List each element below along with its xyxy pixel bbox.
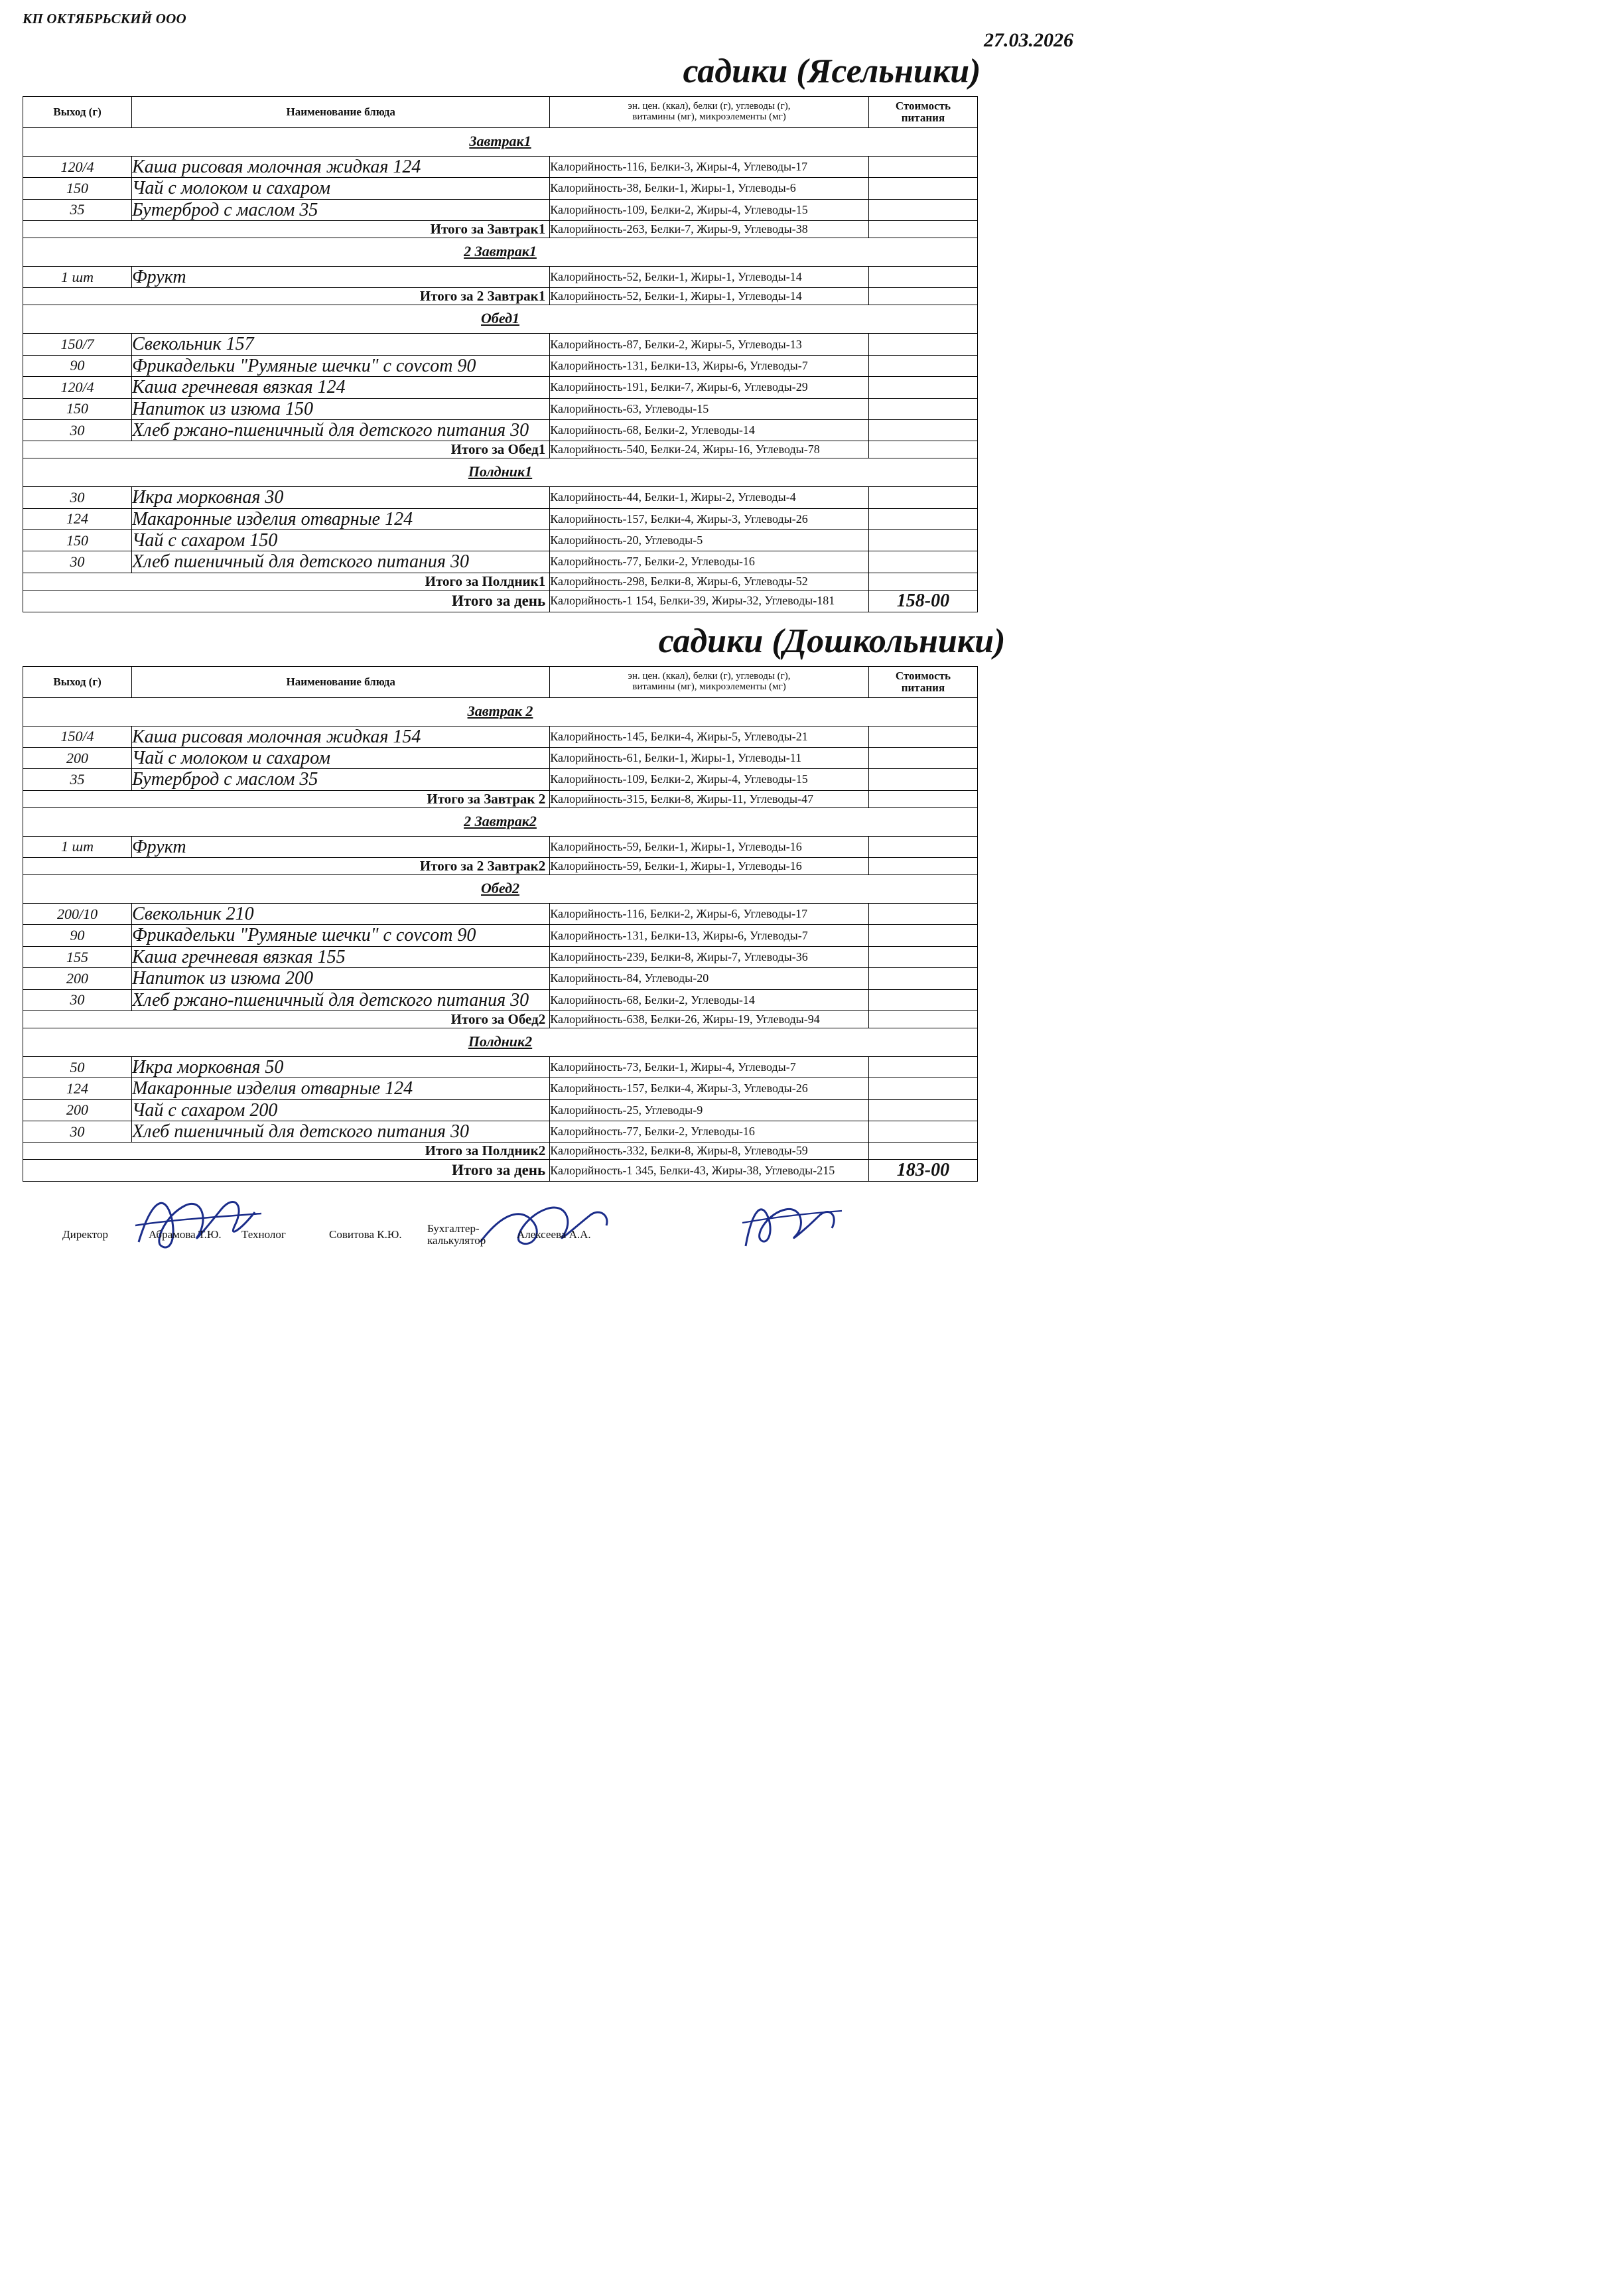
- cell-cost: [868, 769, 977, 790]
- meal-total-row: [23, 1010, 978, 1028]
- cell-nutrition: Калорийность-116, Белки-2, Жиры-6, Углеводы-17: [550, 904, 869, 925]
- meal-name: Полдник1: [23, 458, 978, 487]
- day-total-cost: 158-00: [868, 590, 977, 612]
- meal-total-label: Итого за Полдник2: [23, 1143, 550, 1160]
- signature-role-2: Бухгалтер-калькулятор: [427, 1222, 486, 1247]
- meal-total-cost: [868, 221, 977, 238]
- cell-cost: [868, 178, 977, 199]
- table-row: [23, 1099, 978, 1121]
- column-header-nutrition-line-0: эн. цен. (ккал), белки (г), углеводы (г),: [628, 101, 791, 112]
- cell-cost: [868, 925, 977, 946]
- column-header-cost-line-0: Стоимость: [895, 669, 951, 682]
- table-row: [23, 836, 978, 857]
- cell-output: 30: [23, 487, 132, 508]
- table-row: [23, 1121, 978, 1142]
- table-row: [23, 157, 978, 178]
- meal-name: 2 Завтрак2: [23, 807, 978, 836]
- cell-output: 150: [23, 398, 132, 419]
- cell-nutrition: Калорийность-68, Белки-2, Углеводы-14: [550, 419, 869, 441]
- table-row: [23, 199, 978, 220]
- cell-nutrition: Калорийность-63, Углеводы-15: [550, 398, 869, 419]
- cell-nutrition: Калорийность-25, Углеводы-9: [550, 1099, 869, 1121]
- cell-cost: [868, 989, 977, 1010]
- signature-role-1: Технолог: [241, 1228, 286, 1241]
- meal-header-row: [23, 458, 978, 487]
- meal-name: Завтрак1: [23, 128, 978, 157]
- day-total-nutrition: Калорийность-1 154, Белки-39, Жиры-32, Углеводы-181: [550, 590, 869, 612]
- meal-total-nutrition: Калорийность-332, Белки-8, Жиры-8, Углеводы-59: [550, 1143, 869, 1160]
- meal-total-nutrition: Калорийность-540, Белки-24, Жиры-16, Углеводы-78: [550, 441, 869, 458]
- meal-total-nutrition: Калорийность-59, Белки-1, Жиры-1, Углеводы-16: [550, 858, 869, 875]
- cell-dish-name: Фрукт: [132, 267, 550, 288]
- cell-cost: [868, 1099, 977, 1121]
- meal-header-row: [23, 807, 978, 836]
- column-header-cost: [868, 666, 977, 697]
- meal-total-row: [23, 858, 978, 875]
- column-header-output: [23, 97, 132, 128]
- column-header-nutrition: [550, 666, 869, 697]
- table-row: [23, 904, 978, 925]
- signature-name-1: Совитова К.Ю.: [329, 1228, 402, 1241]
- cell-output: 150: [23, 529, 132, 551]
- meal-name: Завтрак 2: [23, 697, 978, 726]
- cell-cost: [868, 551, 977, 573]
- cell-cost: [868, 946, 977, 967]
- table-header-row: [23, 666, 978, 697]
- meal-total-nutrition: Калорийность-52, Белки-1, Жиры-1, Углеводы-14: [550, 288, 869, 305]
- cell-nutrition: Калорийность-38, Белки-1, Жиры-1, Углеводы-6: [550, 178, 869, 199]
- cell-nutrition: Калорийность-20, Углеводы-5: [550, 529, 869, 551]
- column-header-dish-name: [132, 97, 550, 128]
- cell-nutrition: Калорийность-109, Белки-2, Жиры-4, Углеводы-15: [550, 769, 869, 790]
- meal-total-label: Итого за Завтрак 2: [23, 790, 550, 807]
- table-row: [23, 925, 978, 946]
- meal-header-row: [23, 305, 978, 334]
- meal-total-label: Итого за Обед1: [23, 441, 550, 458]
- cell-output: 50: [23, 1056, 132, 1077]
- table-row: [23, 267, 978, 288]
- cell-dish-name: Свекольник 210: [132, 904, 550, 925]
- document-header: [0, 0, 1624, 51]
- cell-dish-name: Свекольник 157: [132, 334, 550, 355]
- column-header-nutrition-line-1: витамины (мг), микроэлементы (мг): [632, 111, 786, 122]
- cell-nutrition: Калорийность-52, Белки-1, Жиры-1, Углеводы-14: [550, 267, 869, 288]
- cell-output: 35: [23, 769, 132, 790]
- cell-output: 1 шт: [23, 267, 132, 288]
- cell-nutrition: Калорийность-145, Белки-4, Жиры-5, Углеводы-21: [550, 726, 869, 747]
- cell-nutrition: Калорийность-157, Белки-4, Жиры-3, Углеводы-26: [550, 508, 869, 529]
- cell-output: 200: [23, 968, 132, 989]
- cell-output: 120/4: [23, 377, 132, 398]
- meal-total-label: Итого за Завтрак1: [23, 221, 550, 238]
- meal-name: Обед2: [23, 875, 978, 904]
- meal-total-cost: [868, 288, 977, 305]
- cell-cost: [868, 334, 977, 355]
- cell-cost: [868, 199, 977, 220]
- menu-table: [23, 96, 978, 612]
- meal-total-row: [23, 573, 978, 590]
- cell-dish-name: Каша гречневая вязкая 155: [132, 946, 550, 967]
- meal-total-row: [23, 221, 978, 238]
- cell-nutrition: Калорийность-73, Белки-1, Жиры-4, Углеводы-7: [550, 1056, 869, 1077]
- cell-dish-name: Бутерброд с маслом 35: [132, 769, 550, 790]
- cell-nutrition: Калорийность-59, Белки-1, Жиры-1, Углеводы-16: [550, 836, 869, 857]
- cell-cost: [868, 398, 977, 419]
- cell-dish-name: Фрикадельки "Румяные шечки" с covcom 90: [132, 925, 550, 946]
- cell-output: 124: [23, 1078, 132, 1099]
- cell-dish-name: Напиток из изюма 200: [132, 968, 550, 989]
- cell-cost: [868, 1056, 977, 1077]
- cell-cost: [868, 267, 977, 288]
- column-header-cost-line-1: питания: [901, 681, 945, 694]
- cell-dish-name: Чай с молоком и сахаром: [132, 178, 550, 199]
- cell-dish-name: Фрукт: [132, 836, 550, 857]
- cell-output: 120/4: [23, 157, 132, 178]
- document-date: 27.03.2026: [984, 29, 1073, 51]
- table-row: [23, 529, 978, 551]
- table-row: [23, 748, 978, 769]
- cell-nutrition: Калорийность-131, Белки-13, Жиры-6, Углеводы-7: [550, 925, 869, 946]
- cell-cost: [868, 748, 977, 769]
- cell-nutrition: Калорийность-239, Белки-8, Жиры-7, Углеводы-36: [550, 946, 869, 967]
- table-row: [23, 551, 978, 573]
- table-row: [23, 355, 978, 376]
- meal-header-row: [23, 875, 978, 904]
- meal-total-label: Итого за 2 Завтрак1: [23, 288, 550, 305]
- cell-cost: [868, 836, 977, 857]
- cell-dish-name: Макаронные изделия отварные 124: [132, 508, 550, 529]
- cell-nutrition: Калорийность-61, Белки-1, Жиры-1, Углеводы-11: [550, 748, 869, 769]
- table-row: [23, 178, 978, 199]
- cell-cost: [868, 355, 977, 376]
- cell-output: 90: [23, 355, 132, 376]
- cell-output: 200/10: [23, 904, 132, 925]
- cell-dish-name: Бутерброд с маслом 35: [132, 199, 550, 220]
- cell-output: 30: [23, 989, 132, 1010]
- meal-name: 2 Завтрак1: [23, 238, 978, 267]
- cell-output: 150/4: [23, 726, 132, 747]
- cell-output: 30: [23, 1121, 132, 1142]
- signature-scribble-director: [129, 1179, 281, 1265]
- cell-dish-name: Каша рисовая молочная жидкая 154: [132, 726, 550, 747]
- cell-dish-name: Хлеб пшеничный для детского питания 30: [132, 551, 550, 573]
- table-row: [23, 946, 978, 967]
- cell-output: 200: [23, 1099, 132, 1121]
- meal-name: Обед1: [23, 305, 978, 334]
- cell-nutrition: Калорийность-44, Белки-1, Жиры-2, Углеводы-4: [550, 487, 869, 508]
- table-row: [23, 508, 978, 529]
- cell-nutrition: Калорийность-84, Углеводы-20: [550, 968, 869, 989]
- table-row: [23, 419, 978, 441]
- cell-dish-name: Хлеб ржано-пшеничный для детского питания 30: [132, 419, 550, 441]
- table-row: [23, 1078, 978, 1099]
- cell-output: 30: [23, 551, 132, 573]
- cell-nutrition: Калорийность-109, Белки-2, Жиры-4, Углеводы-15: [550, 199, 869, 220]
- cell-dish-name: Чай с молоком и сахаром: [132, 748, 550, 769]
- cell-cost: [868, 968, 977, 989]
- cell-nutrition: Калорийность-157, Белки-4, Жиры-3, Углеводы-26: [550, 1078, 869, 1099]
- cell-cost: [868, 529, 977, 551]
- column-header-dish-name-line-0: Наименование блюда: [286, 105, 395, 119]
- cell-nutrition: Калорийность-131, Белки-13, Жиры-6, Углеводы-7: [550, 355, 869, 376]
- meal-name: Полдник2: [23, 1028, 978, 1056]
- cell-cost: [868, 508, 977, 529]
- column-header-output-line-0: Выход (г): [53, 675, 102, 688]
- meal-total-cost: [868, 1143, 977, 1160]
- cell-nutrition: Калорийность-191, Белки-7, Жиры-6, Углеводы-29: [550, 377, 869, 398]
- table-row: [23, 334, 978, 355]
- meal-total-nutrition: Калорийность-298, Белки-8, Жиры-6, Углеводы-52: [550, 573, 869, 590]
- cell-cost: [868, 157, 977, 178]
- cell-output: 155: [23, 946, 132, 967]
- cell-dish-name: Напиток из изюма 150: [132, 398, 550, 419]
- cell-nutrition: Калорийность-116, Белки-3, Жиры-4, Углеводы-17: [550, 157, 869, 178]
- day-total-cost: 183-00: [868, 1160, 977, 1182]
- meal-total-cost: [868, 790, 977, 807]
- column-header-nutrition-line-0: эн. цен. (ккал), белки (г), углеводы (г),: [628, 670, 791, 681]
- menu-sections: [0, 52, 1624, 1182]
- column-header-cost-line-0: Стоимость: [895, 100, 951, 113]
- signature-name-2: Алексеева А.А.: [517, 1228, 591, 1241]
- day-total-label: Итого за день: [23, 1160, 550, 1182]
- cell-output: 90: [23, 925, 132, 946]
- table-row: [23, 769, 978, 790]
- cell-dish-name: Каша гречневая вязкая 124: [132, 377, 550, 398]
- organization-name: КП ОКТЯБРЬСКИЙ ООО: [23, 11, 186, 27]
- cell-dish-name: Хлеб пшеничный для детского питания 30: [132, 1121, 550, 1142]
- menu-table: [23, 666, 978, 1182]
- cell-output: 1 шт: [23, 836, 132, 857]
- section-title: садики (Ясельники): [683, 52, 981, 90]
- cell-dish-name: Чай с сахаром 150: [132, 529, 550, 551]
- signature-role-0: Директор: [62, 1228, 108, 1241]
- cell-dish-name: Фрикадельки "Румяные шечки" с covcom 90: [132, 355, 550, 376]
- meal-total-cost: [868, 1010, 977, 1028]
- table-row: [23, 968, 978, 989]
- cell-nutrition: Калорийность-87, Белки-2, Жиры-5, Углеводы-13: [550, 334, 869, 355]
- cell-dish-name: Икра морковная 30: [132, 487, 550, 508]
- cell-cost: [868, 1121, 977, 1142]
- section-title: садики (Дошкольники): [658, 622, 1006, 660]
- meal-header-row: [23, 238, 978, 267]
- column-header-dish-name-line-0: Наименование блюда: [286, 675, 395, 688]
- cell-cost: [868, 726, 977, 747]
- day-total-nutrition: Калорийность-1 345, Белки-43, Жиры-38, Углеводы-215: [550, 1160, 869, 1182]
- meal-header-row: [23, 1028, 978, 1056]
- cell-output: 200: [23, 748, 132, 769]
- cell-cost: [868, 419, 977, 441]
- meal-total-nutrition: Калорийность-263, Белки-7, Жиры-9, Углеводы-38: [550, 221, 869, 238]
- cell-dish-name: Чай с сахаром 200: [132, 1099, 550, 1121]
- cell-dish-name: Икра морковная 50: [132, 1056, 550, 1077]
- day-total-row: [23, 590, 978, 612]
- column-header-output-line-0: Выход (г): [53, 105, 102, 119]
- cell-output: 35: [23, 199, 132, 220]
- meal-header-row: [23, 128, 978, 157]
- cell-cost: [868, 904, 977, 925]
- meal-total-row: [23, 288, 978, 305]
- column-header-nutrition: [550, 97, 869, 128]
- day-total-row: [23, 1160, 978, 1182]
- table-header-row: [23, 97, 978, 128]
- cell-dish-name: Макаронные изделия отварные 124: [132, 1078, 550, 1099]
- table-row: [23, 989, 978, 1010]
- column-header-cost-line-1: питания: [901, 111, 945, 124]
- cell-cost: [868, 377, 977, 398]
- cell-output: 150/7: [23, 334, 132, 355]
- signature-block: [23, 1199, 978, 1259]
- meal-total-label: Итого за 2 Завтрак2: [23, 858, 550, 875]
- cell-output: 124: [23, 508, 132, 529]
- meal-total-row: [23, 790, 978, 807]
- table-row: [23, 377, 978, 398]
- meal-total-cost: [868, 573, 977, 590]
- column-header-cost: [868, 97, 977, 128]
- signature-scribble-accountant: [732, 1183, 852, 1263]
- cell-cost: [868, 487, 977, 508]
- meal-header-row: [23, 697, 978, 726]
- meal-total-cost: [868, 858, 977, 875]
- cell-cost: [868, 1078, 977, 1099]
- day-total-label: Итого за день: [23, 590, 550, 612]
- cell-dish-name: Каша рисовая молочная жидкая 124: [132, 157, 550, 178]
- column-header-output: [23, 666, 132, 697]
- table-row: [23, 726, 978, 747]
- meal-total-label: Итого за Полдник1: [23, 573, 550, 590]
- meal-total-row: [23, 441, 978, 458]
- table-row: [23, 398, 978, 419]
- meal-total-row: [23, 1143, 978, 1160]
- cell-nutrition: Калорийность-68, Белки-2, Углеводы-14: [550, 989, 869, 1010]
- cell-output: 30: [23, 419, 132, 441]
- column-header-nutrition-line-1: витамины (мг), микроэлементы (мг): [632, 681, 786, 692]
- cell-dish-name: Хлеб ржано-пшеничный для детского питания 30: [132, 989, 550, 1010]
- cell-output: 150: [23, 178, 132, 199]
- column-header-dish-name: [132, 666, 550, 697]
- signature-name-0: Абрамова Т.Ю.: [149, 1228, 222, 1241]
- cell-nutrition: Калорийность-77, Белки-2, Углеводы-16: [550, 1121, 869, 1142]
- meal-total-cost: [868, 441, 977, 458]
- table-row: [23, 1056, 978, 1077]
- meal-total-label: Итого за Обед2: [23, 1010, 550, 1028]
- meal-total-nutrition: Калорийность-315, Белки-8, Жиры-11, Углеводы-47: [550, 790, 869, 807]
- meal-total-nutrition: Калорийность-638, Белки-26, Жиры-19, Углеводы-94: [550, 1010, 869, 1028]
- cell-nutrition: Калорийность-77, Белки-2, Углеводы-16: [550, 551, 869, 573]
- table-row: [23, 487, 978, 508]
